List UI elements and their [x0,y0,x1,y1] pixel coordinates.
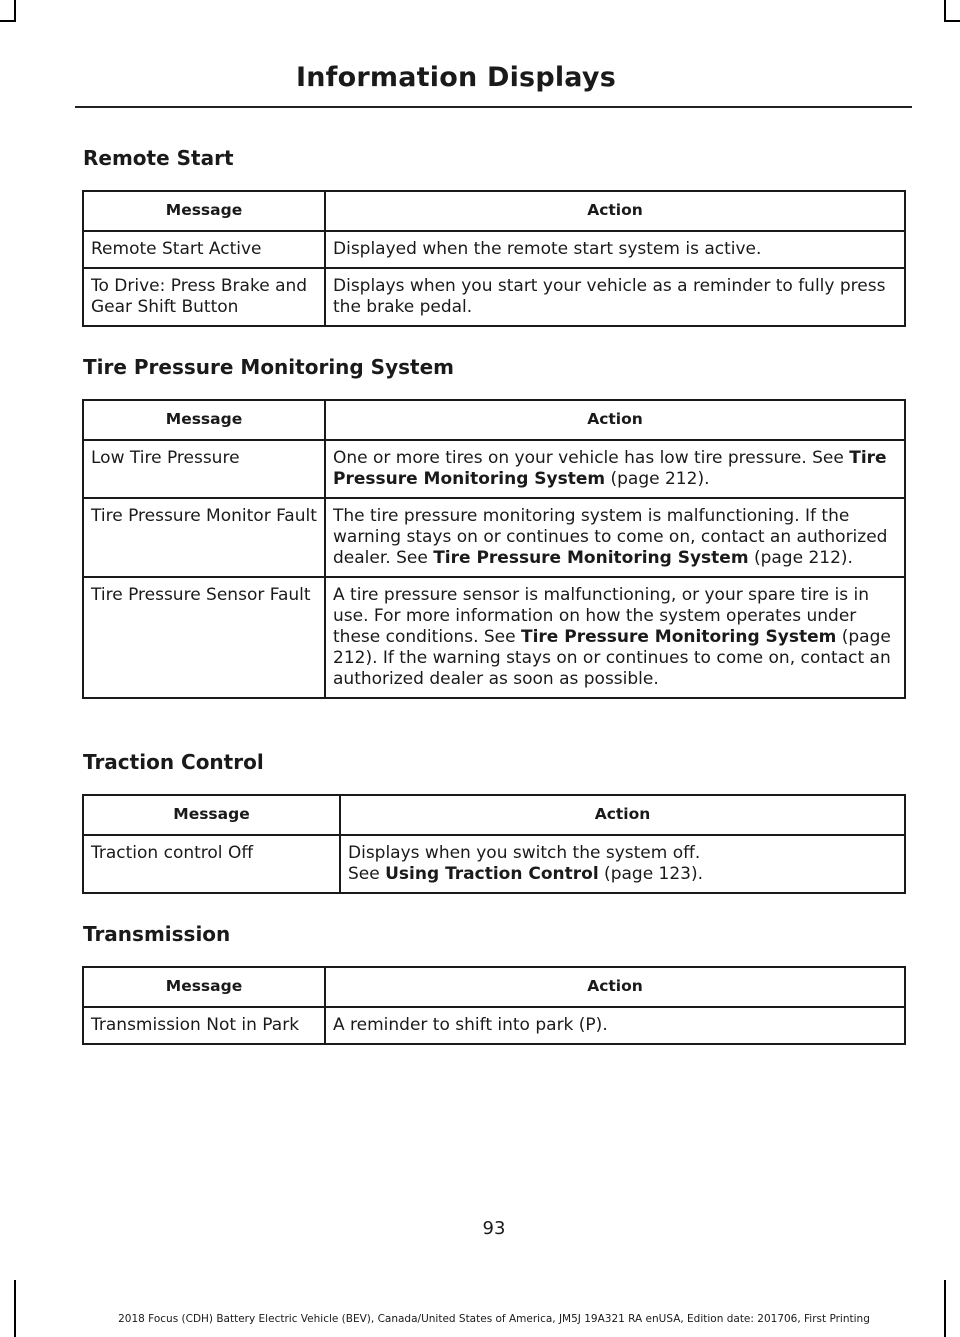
action-cell: Displays when you start your vehicle as a reminder to fully press the brake pedal. [325,268,905,326]
message-cell: Tire Pressure Sensor Fault [83,577,325,698]
page-title: Information Displays [296,62,616,93]
table-traction-control [82,794,906,894]
action-cell: Displayed when the remote start system is active. [325,231,905,268]
action-text: (page 212). [748,548,853,568]
crop-mark-top-right [944,0,946,22]
crop-mark-top-left [14,0,16,22]
message-cell: Tire Pressure Monitor Fault [83,498,325,577]
column-header-message: Message [83,400,325,440]
message-cell: Traction control Off [83,835,340,893]
action-cell [325,440,905,498]
action-text: A tire pressure sensor is malfunctioning, or your spare tire is in use. For more information on how the system operates under these conditions. See [333,585,870,647]
column-header-action: Action [340,795,905,835]
table-row [83,577,905,698]
action-text: (page 212). If the warning stays on or continues to come on, contact an authorized dealer as soon as possible. [333,627,891,689]
header-divider [75,106,912,108]
action-text: Displays when you switch the system off. [348,843,701,863]
section-heading-tpms: Tire Pressure Monitoring System [83,355,454,379]
column-header-message: Message [83,191,325,231]
table-row [83,268,905,326]
footer-edition-info: 2018 Focus (CDH) Battery Electric Vehicle (BEV), Canada/United States of America, JM5J 19A321 RA enUSA, Edition date: 201706, First Printing [118,1313,870,1325]
column-header-message: Message [83,967,325,1007]
crop-mark-top-right-h [944,20,960,22]
page-reference-link[interactable]: Tire Pressure Monitoring System [521,627,837,647]
page-reference-link[interactable]: Tire Pressure Monitoring System [333,448,887,489]
crop-mark-bottom-left [14,1280,16,1337]
table-row [83,498,905,577]
action-text: See [348,864,386,884]
column-header-action: Action [325,967,905,1007]
action-text: The tire pressure monitoring system is malfunctioning. If the warning stays on or continues to come on, contact an authorized dealer. See [333,506,888,568]
crop-mark-bottom-right [944,1280,946,1337]
table-row [83,440,905,498]
action-cell: A reminder to shift into park (P). [325,1007,905,1044]
crop-mark-top-left-h [0,20,16,22]
action-cell [325,577,905,698]
action-cell [325,498,905,577]
page-reference-link[interactable]: Tire Pressure Monitoring System [433,548,749,568]
action-text: (page 212). [605,469,710,489]
action-cell [340,835,905,893]
column-header-message: Message [83,795,340,835]
section-heading-traction-control: Traction Control [83,750,264,774]
message-cell: Transmission Not in Park [83,1007,325,1044]
column-header-action: Action [325,191,905,231]
action-text: One or more tires on your vehicle has low tire pressure. See [333,448,850,468]
page-reference-link[interactable]: Using Traction Control [385,864,599,884]
action-text: (page 123). [598,864,704,884]
message-cell: To Drive: Press Brake and Gear Shift Button [83,268,325,326]
message-cell: Remote Start Active [83,231,325,268]
table-transmission [82,966,906,1045]
table-tpms [82,399,906,699]
page-number: 93 [482,1218,506,1239]
table-remote-start [82,190,906,327]
column-header-action: Action [325,400,905,440]
table-row [83,835,905,893]
section-heading-remote-start: Remote Start [83,146,234,170]
table-row [83,231,905,268]
table-row [83,1007,905,1044]
message-cell: Low Tire Pressure [83,440,325,498]
section-heading-transmission: Transmission [83,922,231,946]
